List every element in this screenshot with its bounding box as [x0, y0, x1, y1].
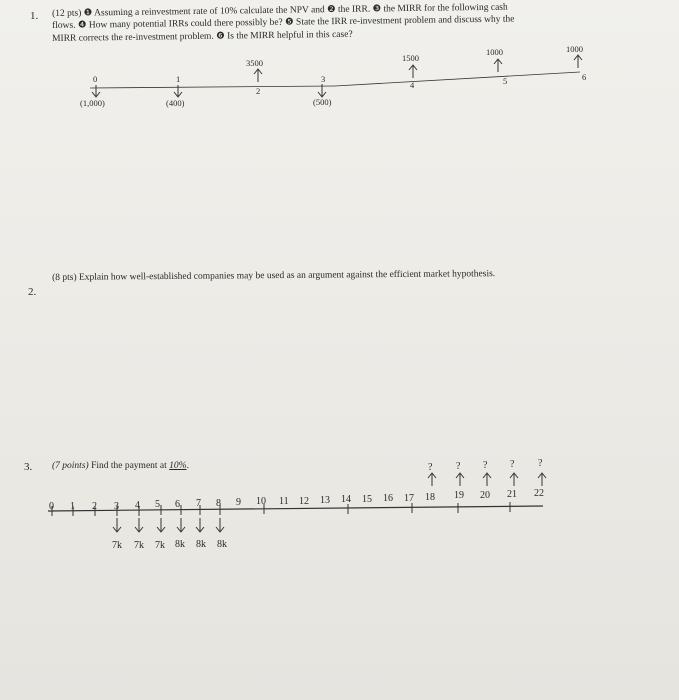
q3-period-5: 5 [155, 499, 160, 510]
q1-period-1: 1 [176, 74, 181, 84]
q1-outflow-0: (1,000) [80, 98, 105, 108]
q3-unknown-19: ? [456, 461, 461, 472]
q3-period-10: 10 [256, 496, 266, 507]
q1-outflow-1: (400) [166, 98, 185, 108]
q3-unknown-22: ? [538, 458, 543, 469]
q3-period-17: 17 [404, 493, 414, 504]
q3-period-7: 7 [196, 498, 201, 509]
q3-period-12: 12 [299, 496, 309, 507]
q3-period-13: 13 [320, 495, 330, 506]
q3-period-0: 0 [49, 501, 54, 512]
q1-period-5: 5 [503, 76, 508, 86]
q3-period-14: 14 [341, 494, 351, 505]
q3-outflow-8: 8k [217, 539, 227, 550]
q3-outflow-5: 7k [155, 540, 165, 551]
q3-period-20: 20 [480, 490, 490, 501]
q2-number: 2. [28, 286, 37, 298]
q1-period-6: 6 [582, 72, 587, 82]
q1-line1: (12 pts) ❶ Assuming a reinvestment rate of 10% calculate the NPV and ❷ the IRR. ❸ the MIRR for the following cash [52, 2, 508, 19]
q1-inflow-5: 1000 [486, 47, 503, 57]
q3-text-after: . [186, 461, 189, 471]
q1-inflow-2: 3500 [246, 58, 263, 68]
q3-period-4: 4 [135, 500, 140, 511]
q3-unknown-20: ? [483, 460, 488, 471]
q1-period-2: 2 [256, 86, 261, 96]
q1-outflow-3: (500) [313, 97, 332, 107]
q3-period-1: 1 [70, 501, 75, 512]
q3-period-6: 6 [175, 499, 180, 510]
q3-period-15: 15 [362, 494, 372, 505]
q1-inflow-4: 1500 [402, 53, 419, 63]
q1-line3: MIRR corrects the re-investment problem. ❻ Is the MIRR helpful in this case? [52, 29, 353, 44]
q1-period-0: 0 [93, 74, 98, 84]
q3-rate: 10% [169, 461, 187, 471]
q3-period-21: 21 [507, 489, 517, 500]
q3-period-9: 9 [236, 497, 241, 508]
q3-number: 3. [24, 461, 33, 473]
q1-period-4: 4 [410, 80, 415, 90]
q3-period-18: 18 [425, 492, 435, 503]
q3-outflow-6: 8k [175, 539, 185, 550]
q1-line2: flows. ❹ How many potential IRRs could there possibly be? ❺ State the IRR re-investment problem and discuss why the [52, 14, 515, 31]
q3-outflow-7: 8k [196, 539, 206, 550]
q3-text-before: Find the payment at [91, 461, 167, 471]
q3-outflow-3: 7k [112, 540, 122, 551]
q1-inflow-6: 1000 [566, 44, 583, 54]
q3-points: (7 points) [52, 461, 89, 471]
q3-unknown-18: ? [428, 462, 433, 473]
q1-number: 1. [30, 10, 39, 22]
q3-outflow-4: 7k [134, 540, 144, 551]
q3-period-19: 19 [454, 490, 464, 501]
q3-period-16: 16 [383, 493, 393, 504]
q3-period-2: 2 [92, 501, 97, 512]
q3-period-8: 8 [216, 498, 221, 509]
q1-period-3: 3 [321, 74, 326, 84]
q3-period-22: 22 [534, 488, 544, 499]
q3-unknown-21: ? [510, 459, 515, 470]
q3-period-3: 3 [114, 501, 119, 512]
q2-text: (8 pts) Explain how well-established companies may be used as an argument against the efficient market hypothesis. [52, 269, 496, 283]
q3-period-11: 11 [279, 496, 289, 507]
